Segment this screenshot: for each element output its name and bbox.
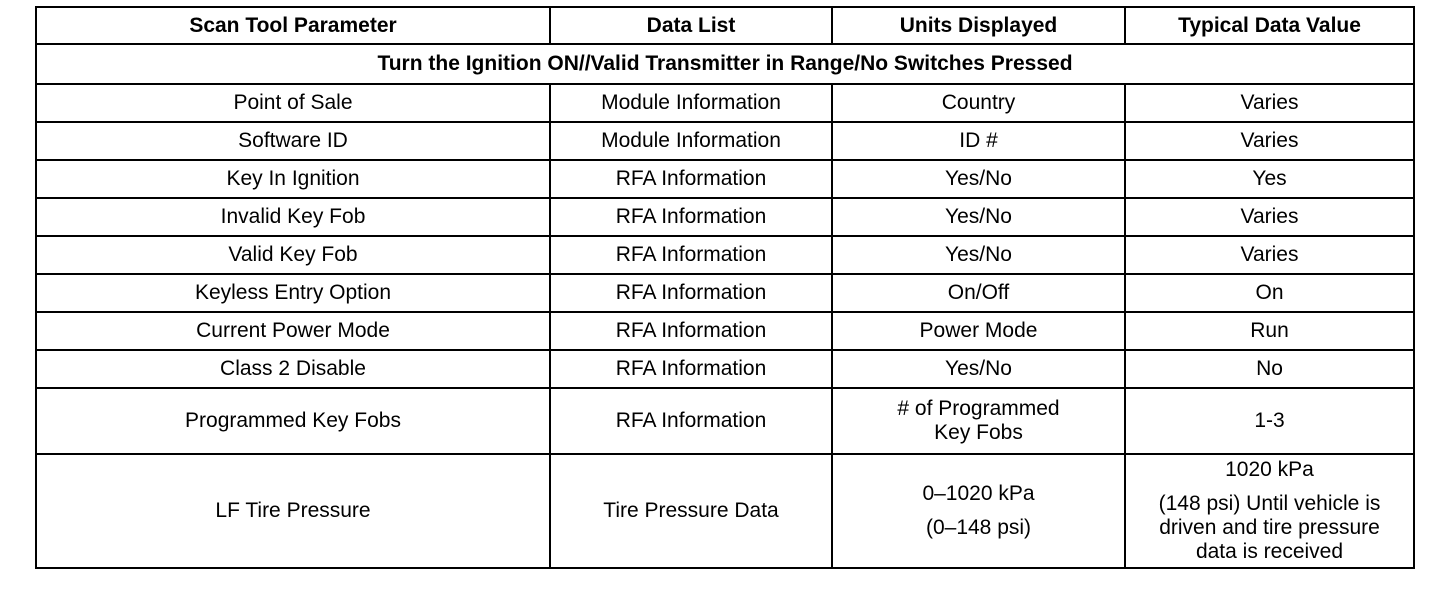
cell-parameter: Class 2 Disable bbox=[36, 350, 550, 388]
cell-typical-value: No bbox=[1125, 350, 1414, 388]
table-row bbox=[36, 122, 1414, 160]
cell-data-list: RFA Information bbox=[550, 388, 832, 454]
cell-typical-value bbox=[1125, 454, 1414, 568]
cell-data-list: RFA Information bbox=[550, 350, 832, 388]
cell-parameter: Invalid Key Fob bbox=[36, 198, 550, 236]
cell-parameter: Current Power Mode bbox=[36, 312, 550, 350]
value-line: 1020 kPa bbox=[1225, 458, 1314, 481]
cell-typical-value: Varies bbox=[1125, 122, 1414, 160]
cell-units: Yes/No bbox=[832, 350, 1125, 388]
table-row bbox=[36, 274, 1414, 312]
units-line: (0–148 psi) bbox=[925, 516, 1032, 539]
cell-data-list: RFA Information bbox=[550, 236, 832, 274]
cell-typical-value: 1-3 bbox=[1125, 388, 1414, 454]
cell-units: Yes/No bbox=[832, 160, 1125, 198]
cell-units: Yes/No bbox=[832, 236, 1125, 274]
cell-units bbox=[832, 388, 1125, 454]
cell-data-list: Module Information bbox=[550, 84, 832, 122]
cell-data-list: Module Information bbox=[550, 122, 832, 160]
cell-parameter: Point of Sale bbox=[36, 84, 550, 122]
cell-units: On/Off bbox=[832, 274, 1125, 312]
cell-units bbox=[832, 454, 1125, 568]
cell-typical-value: Varies bbox=[1125, 236, 1414, 274]
table-row bbox=[36, 236, 1414, 274]
scan-tool-data-table bbox=[35, 6, 1415, 569]
cell-typical-value: Run bbox=[1125, 312, 1414, 350]
cell-data-list: RFA Information bbox=[550, 312, 832, 350]
table-row bbox=[36, 454, 1414, 568]
table-row bbox=[36, 312, 1414, 350]
table-row bbox=[36, 84, 1414, 122]
value-line: (148 psi) Until vehicle is bbox=[1158, 492, 1381, 515]
table-row bbox=[36, 350, 1414, 388]
cell-units: Yes/No bbox=[832, 198, 1125, 236]
cell-data-list: RFA Information bbox=[550, 160, 832, 198]
units-line: # of Programmed bbox=[897, 397, 1060, 420]
value-line: driven and tire pressure bbox=[1159, 516, 1380, 539]
header-scan-tool-parameter: Scan Tool Parameter bbox=[36, 7, 550, 44]
table-row bbox=[36, 160, 1414, 198]
header-data-list: Data List bbox=[550, 7, 832, 44]
cell-typical-value: Varies bbox=[1125, 198, 1414, 236]
cell-parameter: Software ID bbox=[36, 122, 550, 160]
cell-units: Country bbox=[832, 84, 1125, 122]
table-row bbox=[36, 388, 1414, 454]
cell-parameter: Valid Key Fob bbox=[36, 236, 550, 274]
table-header-row bbox=[36, 7, 1414, 44]
header-typical-data-value: Typical Data Value bbox=[1125, 7, 1414, 44]
table-row bbox=[36, 198, 1414, 236]
cell-parameter: Keyless Entry Option bbox=[36, 274, 550, 312]
cell-typical-value: Yes bbox=[1125, 160, 1414, 198]
section-row bbox=[36, 44, 1414, 84]
cell-parameter: LF Tire Pressure bbox=[36, 454, 550, 568]
cell-typical-value: On bbox=[1125, 274, 1414, 312]
cell-data-list: Tire Pressure Data bbox=[550, 454, 832, 568]
units-line: Key Fobs bbox=[934, 421, 1023, 444]
value-line: data is received bbox=[1195, 540, 1344, 563]
cell-units: Power Mode bbox=[832, 312, 1125, 350]
units-line: 0–1020 kPa bbox=[922, 482, 1035, 505]
cell-typical-value: Varies bbox=[1125, 84, 1414, 122]
section-title: Turn the Ignition ON//Valid Transmitter in Range/No Switches Pressed bbox=[36, 44, 1414, 84]
cell-units: ID # bbox=[832, 122, 1125, 160]
header-units-displayed: Units Displayed bbox=[832, 7, 1125, 44]
cell-parameter: Key In Ignition bbox=[36, 160, 550, 198]
cell-data-list: RFA Information bbox=[550, 198, 832, 236]
cell-parameter: Programmed Key Fobs bbox=[36, 388, 550, 454]
cell-data-list: RFA Information bbox=[550, 274, 832, 312]
